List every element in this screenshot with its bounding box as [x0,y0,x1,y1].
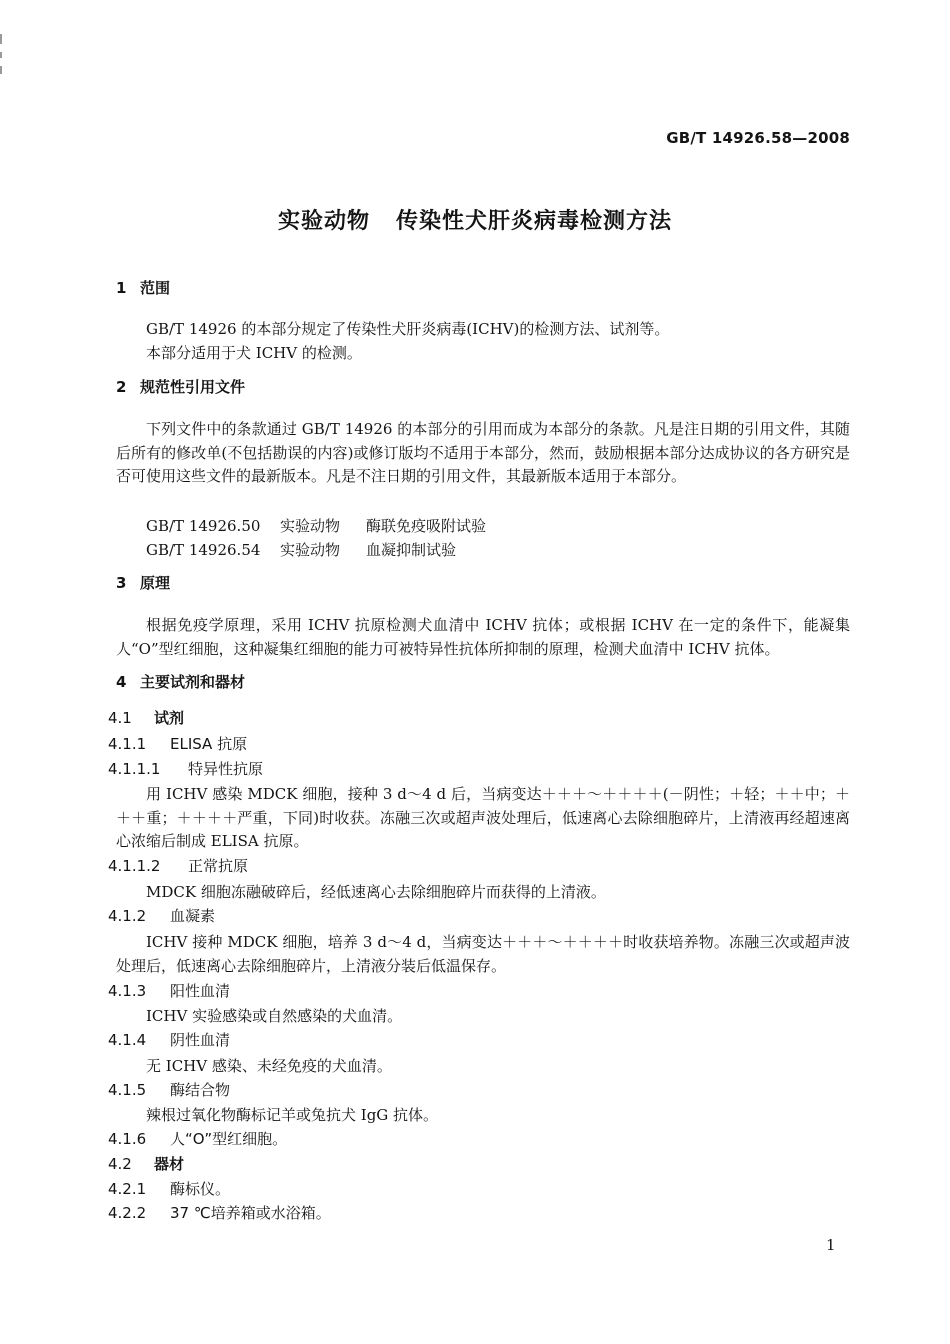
clause-4-1-heading: 4.1 试剂 [108,709,185,727]
clause-4-1-1-2-heading: 4.1.1.2 正常抗原 [108,857,249,875]
section-3-heading: 3 原理 [116,574,171,592]
document-title [0,204,950,235]
clause-4-1-1-2-text: MDCK 细胞冻融破碎后，经低速离心去除细胞碎片而获得的上清液。 [146,883,606,901]
section-4-heading: 4 主要试剂和器材 [116,673,246,691]
clause-4-1-5-text: 辣根过氧化物酶标记羊或兔抗犬 IgG 抗体。 [146,1106,439,1124]
clause-4-1-2-text: ICHV 接种 MDCK 细胞，培养 3 d～4 d，当病变达＋＋＋～＋＋＋＋时收获培养物。冻融三次或超声波处理后，低速离心去除细胞碎片，上清液分装后低温保存。 [116,933,850,975]
scan-edge-mark [0,52,2,58]
clause-4-1-1-heading: 4.1.1 ELISA 抗原 [108,735,248,753]
standard-number: GB/T 14926.58—2008 [666,129,850,147]
clause-4-1-3-heading: 4.1.3 阳性血清 [108,982,231,1000]
clause-4-1-2-heading: 4.1.2 血凝素 [108,907,216,925]
clause-4-1-5-heading: 4.1.5 酶结合物 [108,1081,231,1099]
clause-4-1-4-heading: 4.1.4 阴性血清 [108,1031,231,1049]
section-2-heading: 2 规范性引用文件 [116,378,246,396]
section-1-paragraph-1: GB/T 14926 的本部分规定了传染性犬肝炎病毒(ICHV)的检测方法、试剂等。 [146,320,670,338]
clause-4-2-heading: 4.2 器材 [108,1155,185,1173]
clause-4-1-3-text: ICHV 实验感染或自然感染的犬血清。 [146,1007,403,1025]
scan-edge-mark [0,66,2,74]
clause-4-1-6-heading: 4.1.6 人“O”型红细胞。 [108,1130,288,1148]
section-3-paragraph: 根据免疫学原理，采用 ICHV 抗原检测犬血清中 ICHV 抗体；或根据 ICHV 在一定的条件下，能凝集人“O”型红细胞，这种凝集红细胞的能力可被特异性抗体所抑制的原理，检测犬血清中 ICHV 抗体。 [116,616,850,658]
section-2-paragraph: 下列文件中的条款通过 GB/T 14926 的本部分的引用而成为本部分的条款。凡是注日期的引用文件，其随后所有的修改单(不包括勘误的内容)或修订版均不适用于本部分，然而，鼓励根据本部分达成协议的各方研究是否可使用这些文件的最新版本。凡是不注日期的引用文件，其最新版本适用于本部分。 [116,420,850,485]
page-number: 1 [826,1236,836,1254]
section-1-heading: 1 范围 [116,279,171,297]
normative-reference: GB/T 14926.50 实验动物 酶联免疫吸附试验 [146,517,487,535]
normative-reference: GB/T 14926.54 实验动物 血凝抑制试验 [146,541,457,559]
title-part-2: 传染性犬肝炎病毒检测方法 [396,209,673,234]
clause-4-1-1-1-text: 用 ICHV 感染 MDCK 细胞，接种 3 d～4 d 后，当病变达＋＋＋～＋＋＋＋(－阴性；＋轻；＋＋中；＋＋＋重；＋＋＋＋严重，下同)时收获。冻融三次或超声波处理后，低速离心去除细胞碎片，上清液再经超速离心浓缩后制成 ELISA 抗原。 [116,785,850,850]
title-part-1: 实验动物 [277,209,370,234]
section-1-paragraph-2: 本部分适用于犬 ICHV 的检测。 [146,344,362,362]
clause-4-2-1-heading: 4.2.1 酶标仪。 [108,1180,231,1198]
scan-edge-mark [0,34,2,44]
clause-4-2-2-heading: 4.2.2 37 ℃培养箱或水浴箱。 [108,1204,331,1222]
clause-4-1-4-text: 无 ICHV 感染、未经免疫的犬血清。 [146,1057,392,1075]
clause-4-1-1-1-heading: 4.1.1.1 特异性抗原 [108,760,264,778]
